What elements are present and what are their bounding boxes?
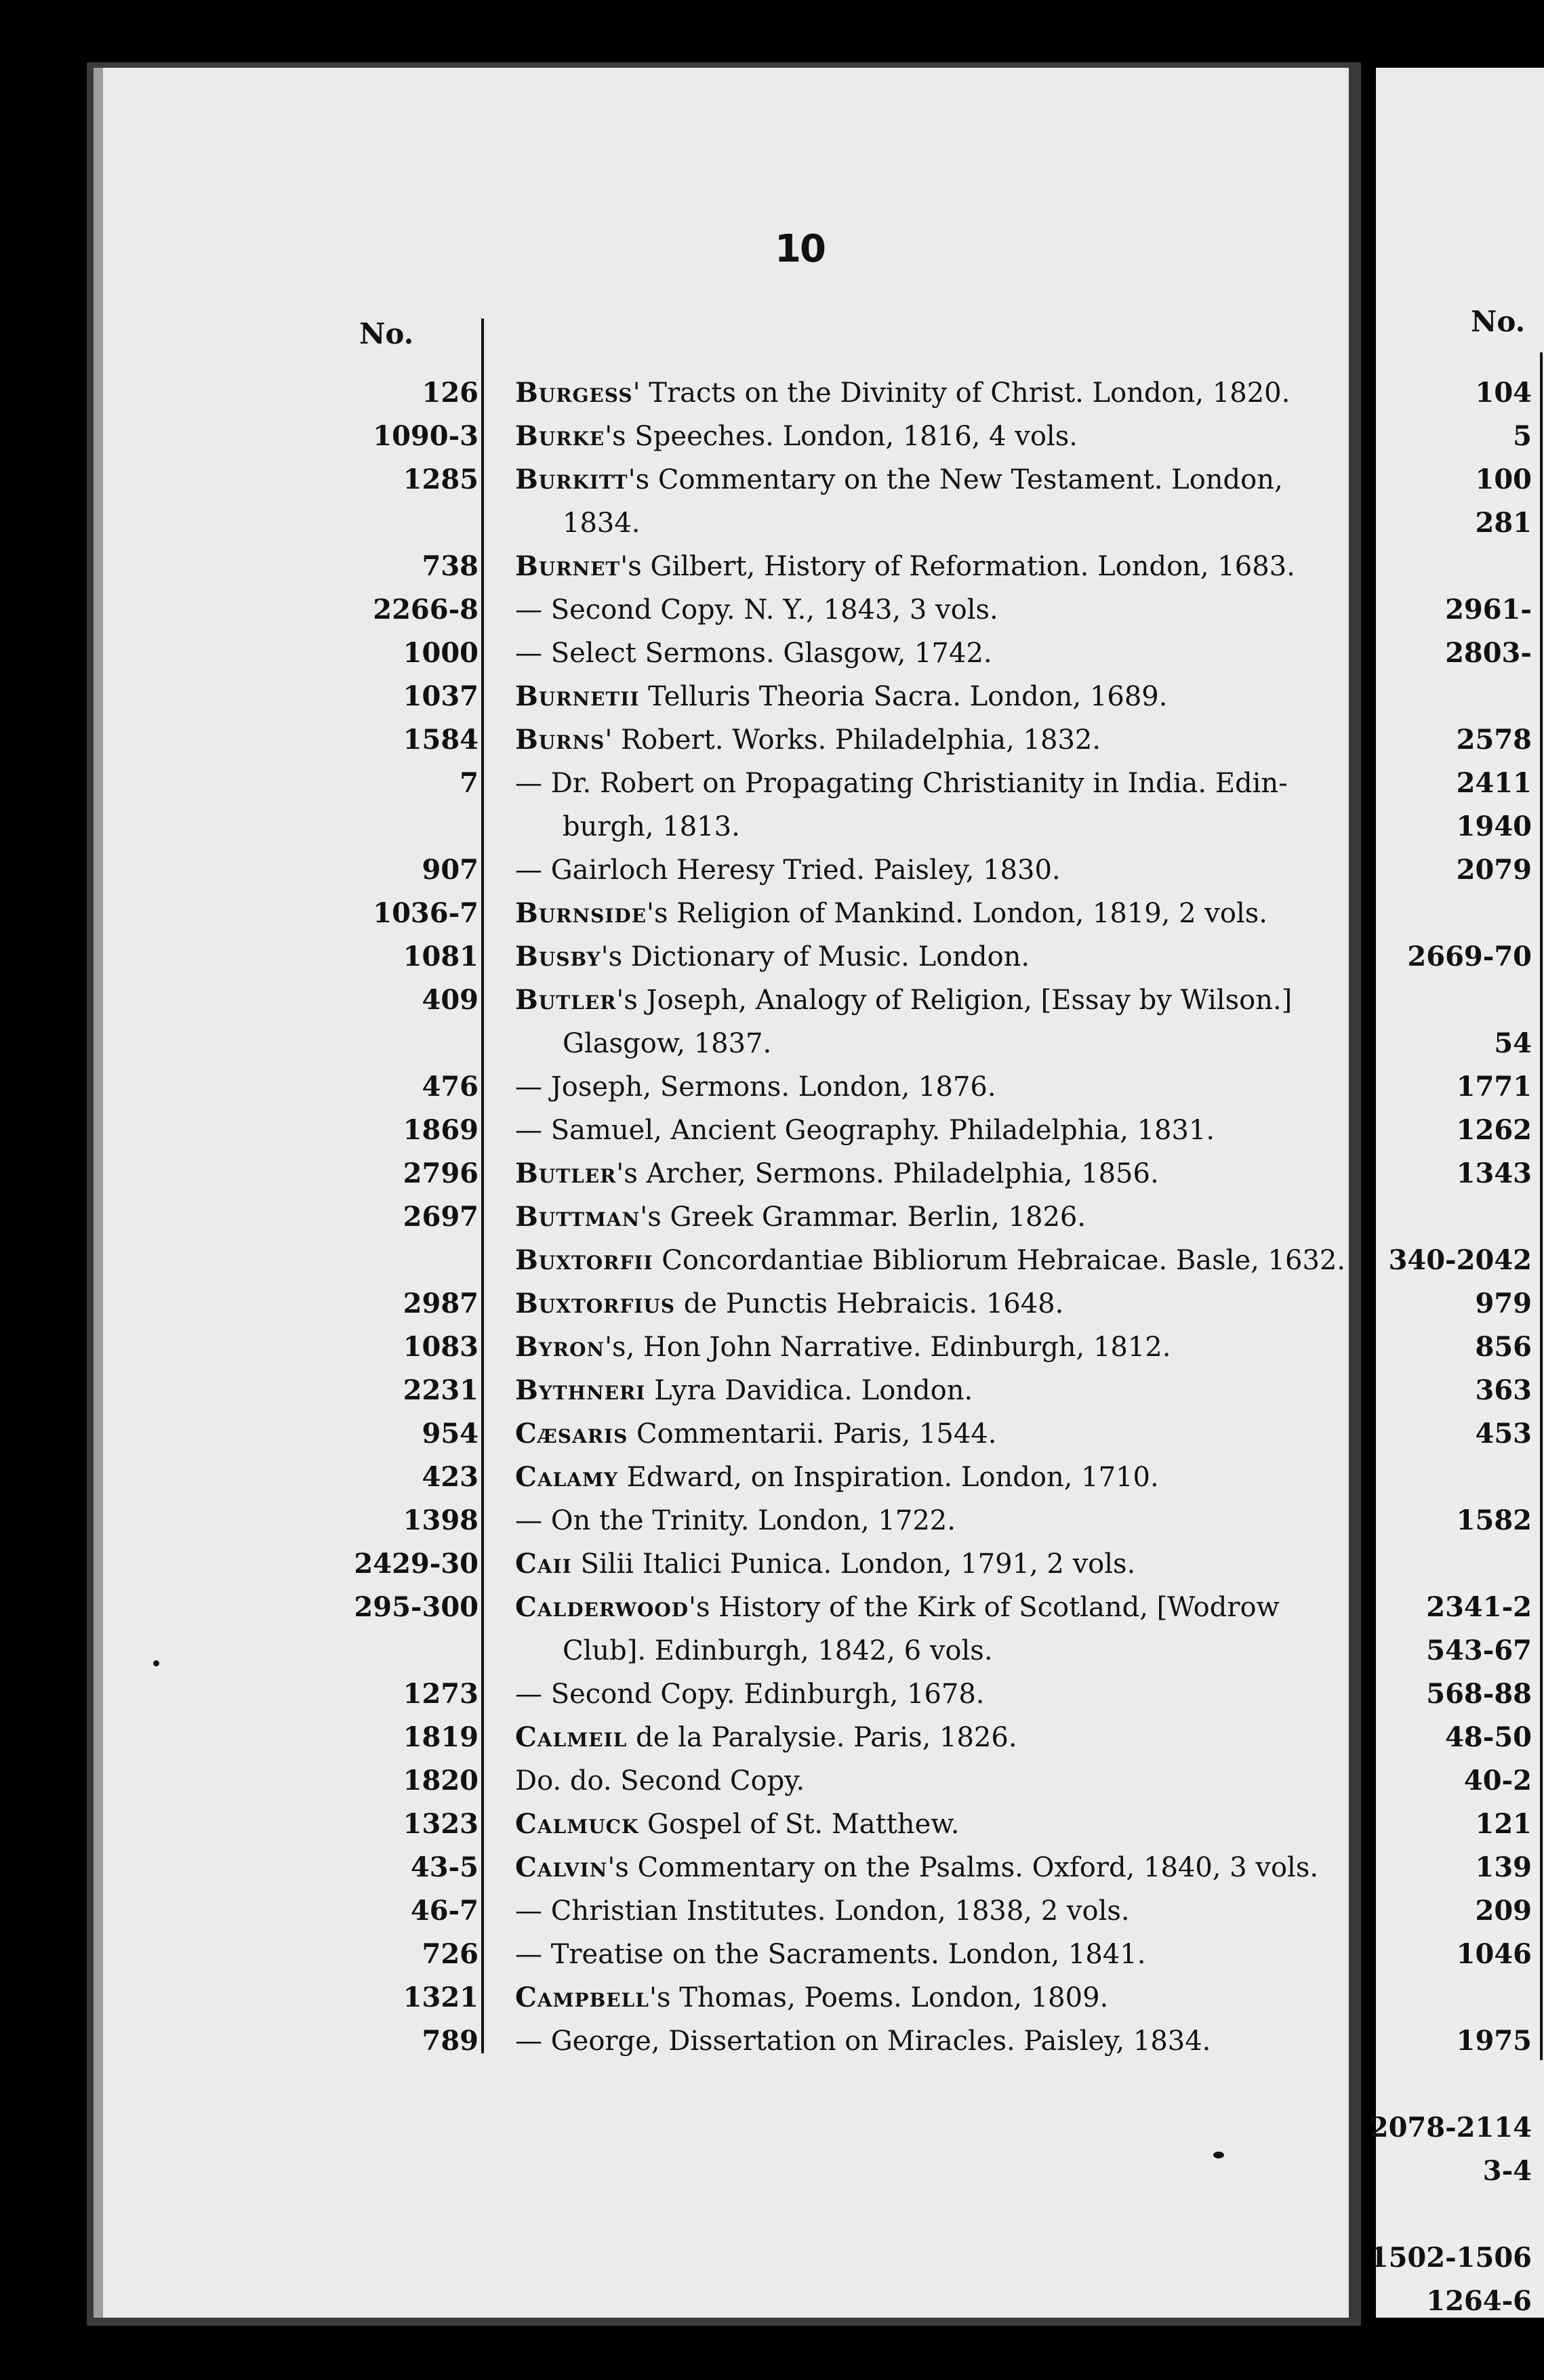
catalogue-entry bbox=[0, 1716, 1376, 1759]
entry-author: Buttman bbox=[515, 1201, 641, 1233]
catalogue-entry bbox=[0, 1542, 1376, 1586]
entry-text bbox=[515, 1673, 1322, 1716]
entry-title: de Punctis Hebraicis. 1648. bbox=[675, 1288, 1064, 1319]
facing-entry-number: 281 bbox=[1475, 507, 1532, 539]
entry-text bbox=[515, 1195, 1322, 1239]
entry-author: Busby bbox=[515, 941, 601, 972]
entry-text bbox=[515, 415, 1322, 458]
facing-column-rule bbox=[1540, 352, 1543, 2060]
facing-entry-number: 1343 bbox=[1456, 1157, 1532, 1189]
entry-author: Byron bbox=[515, 1331, 605, 1363]
entry-title: Gospel of St. Matthew. bbox=[638, 1809, 960, 1840]
catalogue-entry bbox=[0, 1673, 1376, 1716]
column-header-no: No. bbox=[359, 317, 414, 350]
entry-title: Lyra Davidica. London. bbox=[645, 1375, 973, 1406]
entry-author: Buxtorfii bbox=[515, 1244, 653, 1276]
facing-entry-number: 1975 bbox=[1456, 2025, 1532, 2057]
facing-entry-number: 2411 bbox=[1456, 767, 1532, 799]
entry-text bbox=[515, 458, 1322, 545]
facing-entry-number: 1940 bbox=[1456, 811, 1532, 842]
entry-author: Burns bbox=[515, 724, 605, 756]
entry-text bbox=[515, 675, 1322, 718]
facing-entry-number: 209 bbox=[1475, 1895, 1532, 1927]
page-number: 10 bbox=[775, 227, 825, 271]
entry-text bbox=[515, 1326, 1322, 1369]
facing-entry-number: 2961- bbox=[1445, 594, 1532, 625]
entry-number: 409 bbox=[422, 984, 479, 1016]
facing-entry-number: 54 bbox=[1494, 1027, 1532, 1059]
catalogue-entry bbox=[0, 1195, 1376, 1239]
catalogue-entry bbox=[0, 1369, 1376, 1412]
catalogue-entry bbox=[0, 632, 1376, 675]
entry-title: Telluris Theoria Sacra. London, 1689. bbox=[639, 681, 1168, 712]
entry-author: Cæsaris bbox=[515, 1418, 628, 1450]
entry-number: 423 bbox=[422, 1461, 479, 1493]
entry-text bbox=[515, 848, 1322, 892]
entry-text bbox=[515, 545, 1322, 588]
facing-entry-number: 1046 bbox=[1456, 1938, 1532, 1970]
entry-title: — Joseph, Sermons. London, 1876. bbox=[515, 1071, 996, 1103]
entry-continuation: Club]. Edinburgh, 1842, 6 vols. bbox=[563, 1635, 993, 1666]
entry-number: 1083 bbox=[403, 1331, 479, 1363]
entry-text bbox=[515, 762, 1322, 848]
facing-entry-number: 121 bbox=[1475, 1808, 1532, 1840]
facing-entry-number: 1771 bbox=[1456, 1071, 1532, 1103]
entry-author: Burnside bbox=[515, 897, 647, 929]
entry-text bbox=[515, 1152, 1322, 1195]
entry-text bbox=[515, 1456, 1322, 1499]
catalogue-entry bbox=[0, 675, 1376, 718]
catalogue-entry bbox=[0, 1803, 1376, 1846]
catalogue-entry bbox=[0, 1456, 1376, 1499]
entry-author: Burgess bbox=[515, 377, 633, 409]
facing-entry-number: 139 bbox=[1475, 1851, 1532, 1883]
catalogue-entry bbox=[0, 848, 1376, 892]
catalogue-entry bbox=[0, 1976, 1376, 2019]
entry-text bbox=[515, 1239, 1346, 1282]
entry-number: 46-7 bbox=[410, 1895, 479, 1927]
entry-number: 738 bbox=[422, 550, 479, 582]
catalogue-entry bbox=[0, 892, 1376, 935]
entry-text bbox=[515, 2019, 1322, 2063]
entry-number: 1037 bbox=[403, 680, 479, 712]
entry-title: 's Dictionary of Music. London. bbox=[601, 941, 1030, 972]
entry-title: — On the Trinity. London, 1722. bbox=[515, 1505, 956, 1536]
entry-title: 's Gilbert, History of Reformation. London, 1683. bbox=[620, 551, 1295, 582]
entry-author: Calmeil bbox=[515, 1721, 628, 1753]
entry-title: — Select Sermons. Glasgow, 1742. bbox=[515, 638, 992, 669]
entry-number: 2987 bbox=[403, 1288, 479, 1319]
entry-number: 1819 bbox=[403, 1721, 479, 1753]
facing-entry-number: 2578 bbox=[1456, 724, 1532, 756]
entry-text bbox=[515, 1889, 1322, 1933]
entry-number: 726 bbox=[422, 1938, 479, 1970]
entry-text bbox=[515, 632, 1322, 675]
entry-title: — Samuel, Ancient Geography. Philadelphia, 1831. bbox=[515, 1115, 1215, 1146]
entry-title: Do. do. Second Copy. bbox=[515, 1765, 805, 1797]
catalogue-entry bbox=[0, 1412, 1376, 1456]
facing-entry-number: 363 bbox=[1475, 1374, 1532, 1406]
entry-text bbox=[515, 935, 1322, 979]
catalogue-entry bbox=[0, 415, 1376, 458]
catalogue-entries bbox=[0, 371, 1376, 2063]
entry-author: Burkitt bbox=[515, 464, 628, 495]
facing-entry-number: 1264-6 bbox=[1426, 2285, 1532, 2317]
entry-text bbox=[515, 1759, 1322, 1803]
entry-text bbox=[515, 1282, 1322, 1326]
entry-text bbox=[515, 1542, 1322, 1586]
facing-entry-number: 1262 bbox=[1456, 1114, 1532, 1146]
entry-number: 1820 bbox=[403, 1765, 479, 1797]
entry-text bbox=[515, 892, 1322, 935]
entry-author: Calmuck bbox=[515, 1808, 639, 1840]
entry-title: 's Archer, Sermons. Philadelphia, 1856. bbox=[616, 1158, 1159, 1189]
entry-author: Buxtorfius bbox=[515, 1288, 676, 1319]
entry-number: 1000 bbox=[403, 637, 479, 669]
entry-title: ' Tracts on the Divinity of Christ. London, 1820. bbox=[632, 377, 1291, 409]
entry-continuation: Glasgow, 1837. bbox=[563, 1028, 772, 1059]
entry-title: Commentarii. Paris, 1544. bbox=[628, 1418, 997, 1450]
facing-entry-number: 48-50 bbox=[1445, 1721, 1532, 1753]
entry-number: 2697 bbox=[403, 1201, 479, 1233]
catalogue-entry bbox=[0, 979, 1376, 1065]
entry-title: de la Paralysie. Paris, 1826. bbox=[627, 1722, 1017, 1753]
catalogue-entry bbox=[0, 1152, 1376, 1195]
entry-text bbox=[515, 588, 1322, 632]
facing-entry-number: 3-4 bbox=[1482, 2155, 1532, 2187]
facing-entry-number: 2078-2114 bbox=[1369, 2112, 1532, 2143]
entry-number: 2796 bbox=[403, 1157, 479, 1189]
catalogue-entry bbox=[0, 1282, 1376, 1326]
entry-author: Burnet bbox=[515, 550, 621, 582]
catalogue-entry bbox=[0, 1326, 1376, 1369]
catalogue-entry bbox=[0, 2019, 1376, 2063]
entry-number: 476 bbox=[422, 1071, 479, 1103]
entry-text bbox=[515, 1412, 1322, 1456]
facing-entry-number: 543-67 bbox=[1426, 1635, 1532, 1666]
entry-title: — Second Copy. N. Y., 1843, 3 vols. bbox=[515, 594, 998, 625]
entry-title: 's Thomas, Poems. London, 1809. bbox=[649, 1982, 1109, 2013]
entry-number: 1090-3 bbox=[373, 420, 479, 452]
entry-number: 1869 bbox=[403, 1114, 479, 1146]
facing-entry-number: 1582 bbox=[1456, 1504, 1532, 1536]
entry-number: 1321 bbox=[403, 1982, 479, 2013]
entry-text bbox=[515, 1933, 1322, 1976]
facing-entry-number: 40-2 bbox=[1463, 1765, 1532, 1797]
entry-text bbox=[515, 1369, 1322, 1412]
entry-title: 's Religion of Mankind. London, 1819, 2 vols. bbox=[647, 898, 1267, 929]
entry-title: — George, Dissertation on Miracles. Paisley, 1834. bbox=[515, 2026, 1211, 2057]
entry-title: 's Commentary on the Psalms. Oxford, 1840, 3 vols. bbox=[607, 1852, 1319, 1883]
entry-title: — Christian Institutes. London, 1838, 2 vols. bbox=[515, 1895, 1130, 1927]
entry-text bbox=[515, 371, 1322, 415]
catalogue-entry bbox=[0, 1586, 1376, 1673]
facing-entry-number: 2079 bbox=[1456, 854, 1532, 886]
entry-title: Silii Italici Punica. London, 1791, 2 vols. bbox=[571, 1548, 1136, 1580]
entry-number: 1285 bbox=[403, 464, 479, 495]
entry-text bbox=[515, 1846, 1322, 1889]
entry-text bbox=[515, 1586, 1322, 1673]
catalogue-entry bbox=[0, 935, 1376, 979]
entry-title: 's Commentary on the New Testament. London, bbox=[628, 464, 1283, 495]
entry-text bbox=[515, 1716, 1322, 1759]
facing-entry-number: 568-88 bbox=[1426, 1678, 1532, 1710]
entry-number: 1273 bbox=[403, 1678, 479, 1710]
facing-entry-number: 340-2042 bbox=[1388, 1244, 1532, 1276]
catalogue-entry bbox=[0, 1065, 1376, 1109]
entry-text bbox=[515, 1109, 1322, 1152]
catalogue-entry bbox=[0, 545, 1376, 588]
entry-title: — Dr. Robert on Propagating Christianity in India. Edin- bbox=[515, 768, 1288, 799]
entry-title: Concordantiae Bibliorum Hebraicae. Basle, 1632. bbox=[653, 1245, 1346, 1276]
entry-number: 1036-7 bbox=[373, 897, 479, 929]
catalogue-entry bbox=[0, 1846, 1376, 1889]
ink-speck bbox=[1213, 2152, 1224, 2158]
entry-text bbox=[515, 979, 1322, 1065]
ink-speck bbox=[153, 1660, 159, 1666]
entry-title: 's Joseph, Analogy of Religion, [Essay by Wilson.] bbox=[616, 985, 1293, 1016]
entry-author: Calderwood bbox=[515, 1591, 689, 1623]
entry-number: 295-300 bbox=[354, 1591, 479, 1623]
entry-number: 1323 bbox=[403, 1808, 479, 1840]
facing-entry-number: 856 bbox=[1475, 1331, 1532, 1363]
entry-continuation: burgh, 1813. bbox=[563, 811, 740, 842]
entry-title: Edward, on Inspiration. London, 1710. bbox=[617, 1462, 1159, 1493]
facing-entry-number: 2341-2 bbox=[1426, 1591, 1532, 1623]
catalogue-entry bbox=[0, 718, 1376, 762]
facing-entry-number: 104 bbox=[1475, 377, 1532, 409]
entry-title: 's, Hon John Narrative. Edinburgh, 1812. bbox=[605, 1332, 1171, 1363]
catalogue-entry bbox=[0, 1889, 1376, 1933]
entry-title: 's Greek Grammar. Berlin, 1826. bbox=[640, 1202, 1086, 1233]
catalogue-entry bbox=[0, 1499, 1376, 1542]
entry-number: 1081 bbox=[403, 941, 479, 972]
entry-number: 907 bbox=[422, 854, 479, 886]
entry-author: Caii bbox=[515, 1548, 572, 1580]
entry-author: Calvin bbox=[515, 1851, 608, 1883]
entry-title: — Second Copy. Edinburgh, 1678. bbox=[515, 1679, 985, 1710]
entry-number: 2266-8 bbox=[373, 594, 479, 625]
entry-text bbox=[515, 1065, 1322, 1109]
entry-number: 43-5 bbox=[410, 1851, 479, 1883]
facing-column-header-no: No. bbox=[1471, 305, 1526, 338]
entry-number: 954 bbox=[422, 1418, 479, 1450]
entry-title: — Gairloch Heresy Tried. Paisley, 1830. bbox=[515, 855, 1061, 886]
entry-title: 's History of the Kirk of Scotland, [Wodrow bbox=[689, 1592, 1280, 1623]
entry-number: 2231 bbox=[403, 1374, 479, 1406]
entry-author: Bythneri bbox=[515, 1374, 646, 1406]
entry-text bbox=[515, 1499, 1322, 1542]
entry-title: — Treatise on the Sacraments. London, 1841. bbox=[515, 1939, 1146, 1970]
catalogue-entry bbox=[0, 1109, 1376, 1152]
catalogue-entry bbox=[0, 458, 1376, 545]
entry-author: Campbell bbox=[515, 1982, 649, 2013]
facing-entry-number: 1502-1506 bbox=[1369, 2242, 1532, 2274]
entry-author: Burke bbox=[515, 420, 605, 452]
entry-author: Calamy bbox=[515, 1461, 618, 1493]
facing-entry-number: 2669-70 bbox=[1407, 941, 1532, 972]
entry-text bbox=[515, 1976, 1322, 2019]
facing-entry-number: 979 bbox=[1475, 1288, 1532, 1319]
facing-entry-number: 5 bbox=[1513, 420, 1532, 452]
catalogue-entry bbox=[0, 1933, 1376, 1976]
entry-number: 1398 bbox=[403, 1504, 479, 1536]
entry-author: Butler bbox=[515, 1157, 617, 1189]
catalogue-entry bbox=[0, 1759, 1376, 1803]
catalogue-entry bbox=[0, 1239, 1376, 1282]
entry-number: 7 bbox=[460, 767, 479, 799]
entry-title: 's Speeches. London, 1816, 4 vols. bbox=[605, 421, 1078, 452]
catalogue-entry bbox=[0, 588, 1376, 632]
facing-entry-number: 100 bbox=[1475, 464, 1532, 495]
entry-number: 2429-30 bbox=[354, 1548, 479, 1580]
entry-title: ' Robert. Works. Philadelphia, 1832. bbox=[605, 724, 1101, 756]
entry-number: 1584 bbox=[403, 724, 479, 756]
catalogue-entry bbox=[0, 762, 1376, 848]
entry-author: Butler bbox=[515, 984, 617, 1016]
entry-number: 789 bbox=[422, 2025, 479, 2057]
catalogue-entry bbox=[0, 371, 1376, 415]
entry-text bbox=[515, 1803, 1322, 1846]
entry-text bbox=[515, 718, 1322, 762]
facing-entry-number: 2803- bbox=[1445, 637, 1532, 669]
entry-number: 126 bbox=[422, 377, 479, 409]
entry-author: Burnetii bbox=[515, 680, 640, 712]
entry-continuation: 1834. bbox=[563, 508, 641, 539]
facing-entry-number: 453 bbox=[1475, 1418, 1532, 1450]
